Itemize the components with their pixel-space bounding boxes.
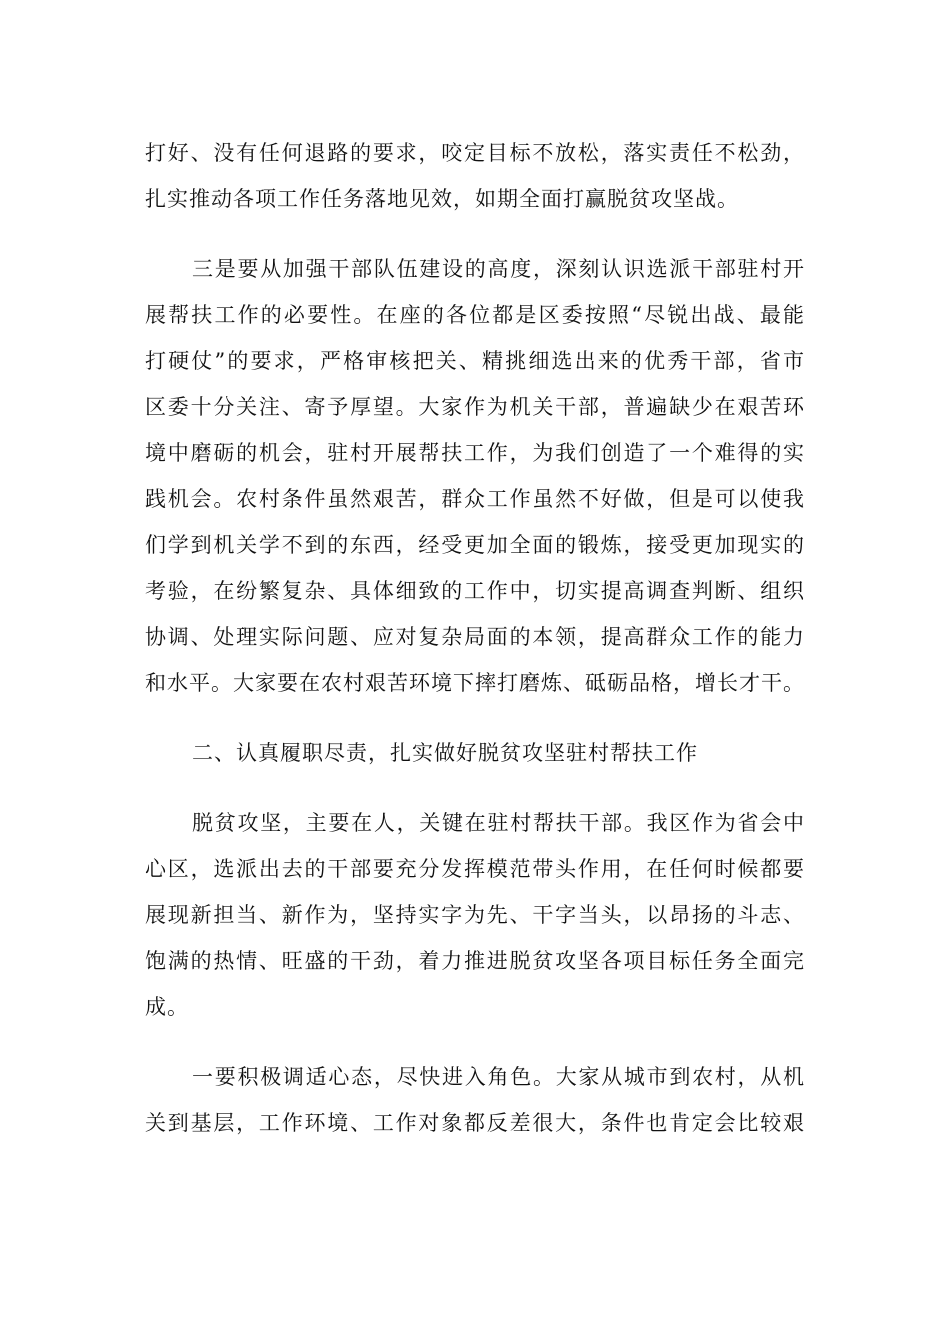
- text-line-18: 成。: [145, 995, 189, 1019]
- text-line-11: 协调、处理实际问题、应对复杂局面的本领，提高群众工作的能力: [145, 625, 805, 649]
- text-line-6: 区委十分关注、寄予厚望。大家作为机关干部，普遍缺少在艰苦环: [145, 395, 805, 419]
- text-line-4: 展帮扶工作的必要性。在座的各位都是区委按照“尽锐出战、最能: [145, 303, 805, 327]
- text-line-8: 践机会。农村条件虽然艰苦，群众工作虽然不好做，但是可以使我: [145, 487, 805, 511]
- text-line-2: 扎实推动各项工作任务落地见效，如期全面打赢脱贫攻坚战。: [145, 187, 739, 211]
- text-line-20: 关到基层，工作环境、工作对象都反差很大，条件也肯定会比较艰: [145, 1111, 805, 1135]
- section-heading: 二、认真履职尽责，扎实做好脱贫攻坚驻村帮扶工作: [192, 741, 698, 765]
- text-line-14: 脱贫攻坚，主要在人，关键在驻村帮扶干部。我区作为省会中: [192, 811, 805, 835]
- text-line-16: 展现新担当、新作为，坚持实字为先、干字当头，以昂扬的斗志、: [145, 903, 805, 927]
- text-line-19: 一要积极调适心态，尽快进入角色。大家从城市到农村，从机: [192, 1065, 805, 1089]
- text-line-9: 们学到机关学不到的东西，经受更加全面的锻炼，接受更加现实的: [145, 533, 805, 557]
- text-line-3: 三是要从加强干部队伍建设的高度，深刻认识选派干部驻村开: [192, 257, 805, 281]
- text-line-10: 考验，在纷繁复杂、具体细致的工作中，切实提高调查判断、组织: [145, 579, 805, 603]
- text-line-12: 和水平。大家要在农村艰苦环境下摔打磨炼、砥砺品格，增长才干。: [145, 671, 805, 695]
- text-line-15: 心区，选派出去的干部要充分发挥模范带头作用，在任何时候都要: [145, 857, 805, 881]
- text-line-5: 打硬仗”的要求，严格审核把关、精挑细选出来的优秀干部，省市: [145, 349, 805, 373]
- text-line-17: 饱满的热情、旺盛的干劲，着力推进脱贫攻坚各项目标任务全面完: [145, 949, 805, 973]
- text-line-7: 境中磨砺的机会，驻村开展帮扶工作，为我们创造了一个难得的实: [145, 441, 805, 465]
- text-line-1: 打好、没有任何退路的要求，咬定目标不放松，落实责任不松劲，: [145, 141, 805, 165]
